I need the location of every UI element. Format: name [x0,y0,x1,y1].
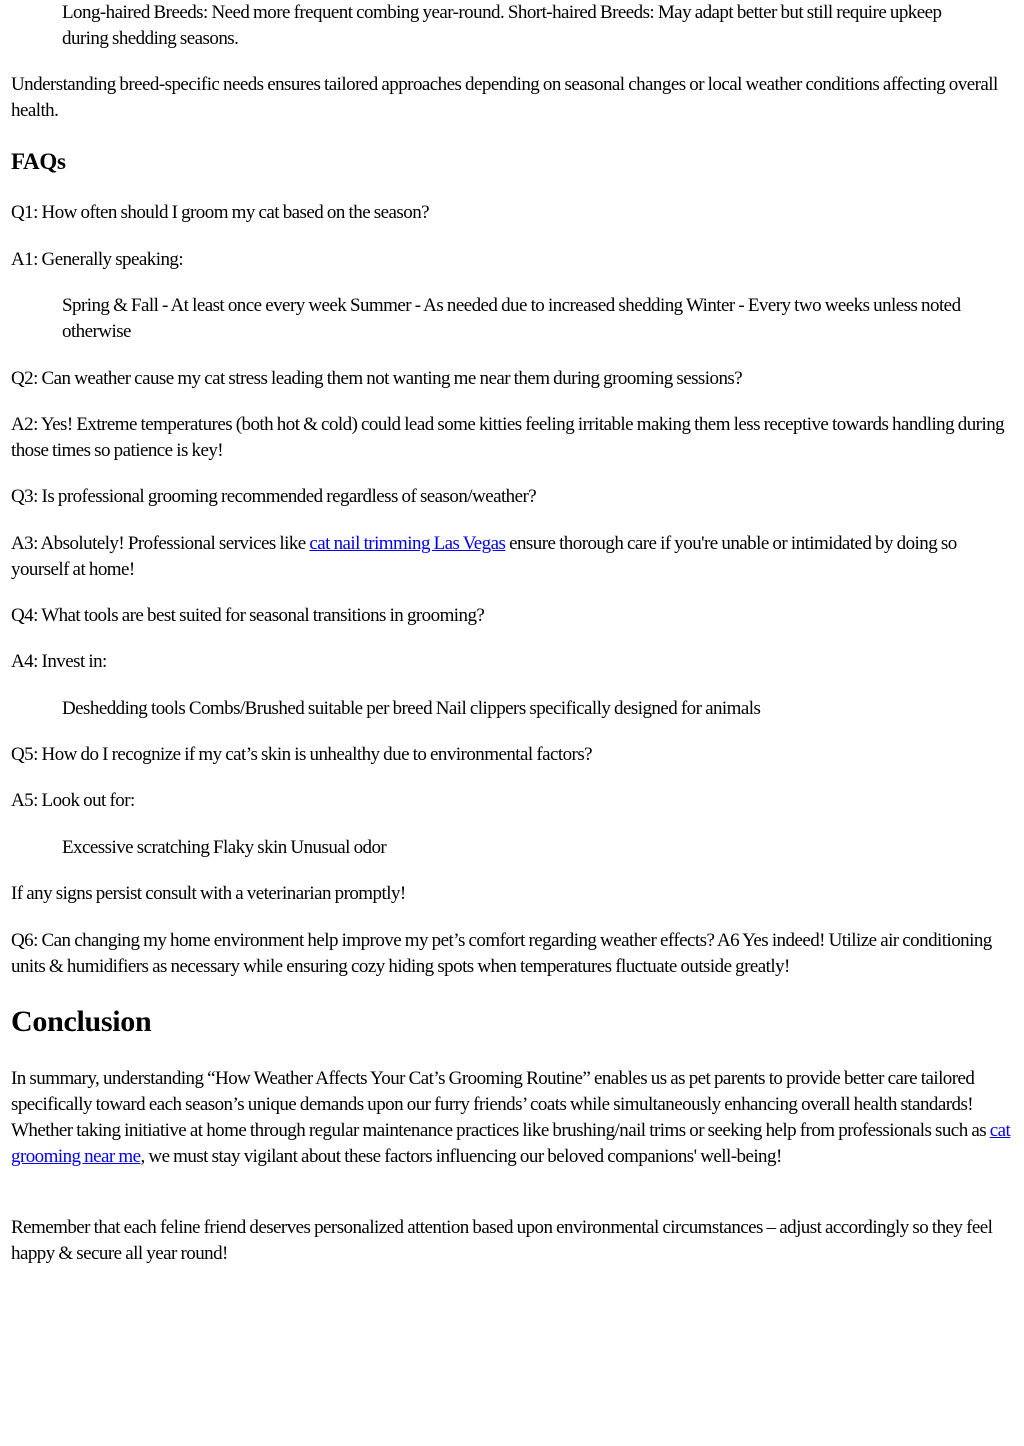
faq-q6: Q6: Can changing my home environment help improve my pet’s comfort regarding weather effects? A6 Yes indeed! Utilize air conditioning units & humidifiers as necessary while ensuring cozy hiding spots when temperatures fluctuate outside greatly! [11,930,992,977]
faq-a4-list: Deshedding tools Combs/Brushed suitable per breed Nail clippers specifically designed for animals [62,698,761,719]
faq-a5-note: If any signs persist consult with a veterinarian promptly! [11,883,406,904]
faq-a1-list: Spring & Fall - At least once every week Summer - As needed due to increased shedding Winter - Every two weeks unless noted otherwise [62,295,961,342]
cat-grooming-near-me-link[interactable]: cat grooming near me [11,1120,1011,1167]
faq-q4: Q4: What tools are best suited for seasonal transitions in grooming? [11,605,485,626]
conclusion-text-after: , we must stay vigilant about these factors influencing our beloved companions' well-being! [140,1146,782,1167]
faq-a3-text-after: ensure thorough care if you're unable or intimidated by doing so yourself at home! [11,533,957,580]
faq-a1: A1: Generally speaking: [11,249,184,270]
conclusion-heading: Conclusion [11,1005,152,1038]
conclusion-paragraph [11,1066,1015,1170]
cat-nail-trimming-link[interactable]: cat nail trimming Las Vegas [309,533,506,554]
faqs-heading: FAQs [11,149,66,174]
faq-a5-list: Excessive scratching Flaky skin Unusual odor [62,837,387,858]
faq-q2: Q2: Can weather cause my cat stress leading them not wanting me near them during grooming sessions? [11,368,743,389]
faq-a4: A4: Invest in: [11,651,107,672]
faq-q3: Q3: Is professional grooming recommended regardless of season/weather? [11,486,537,507]
faq-q1: Q1: How often should I groom my cat based on the season? [11,202,430,223]
conclusion-text-before: In summary, understanding “How Weather Affects Your Cat’s Grooming Routine” enables us as pet parents to provide better care tailored specifically toward each season’s unique demands upon our furry friends’ coats while simultaneously enhancing overall health standards! Whether taking initiative at home through regular maintenance practices like brushing/nail trims or seeking help from professionals such as [11,1068,990,1141]
faq-a5: A5: Look out for: [11,790,135,811]
breed-bullet-text: Long-haired Breeds: Need more frequent combing year-round. Short-haired Breeds: May adapt better but still require upkeep during shedding seasons. [62,2,942,49]
faq-a3-text-before: A3: Absolutely! Professional services like [11,533,310,554]
faq-q5: Q5: How do I recognize if my cat’s skin is unhealthy due to environmental factors? [11,744,593,765]
faq-a2: A2: Yes! Extreme temperatures (both hot & cold) could lead some kitties feeling irritable making them less receptive towards handling during those times so patience is key! [11,414,1005,461]
faq-a3 [11,531,1015,583]
closing-paragraph: Remember that each feline friend deserves personalized attention based upon environmental circumstances – adjust accordingly so they feel happy & secure all year round! [11,1217,993,1264]
breed-needs-paragraph: Understanding breed-specific needs ensures tailored approaches depending on seasonal changes or local weather conditions affecting overall health. [11,74,998,121]
